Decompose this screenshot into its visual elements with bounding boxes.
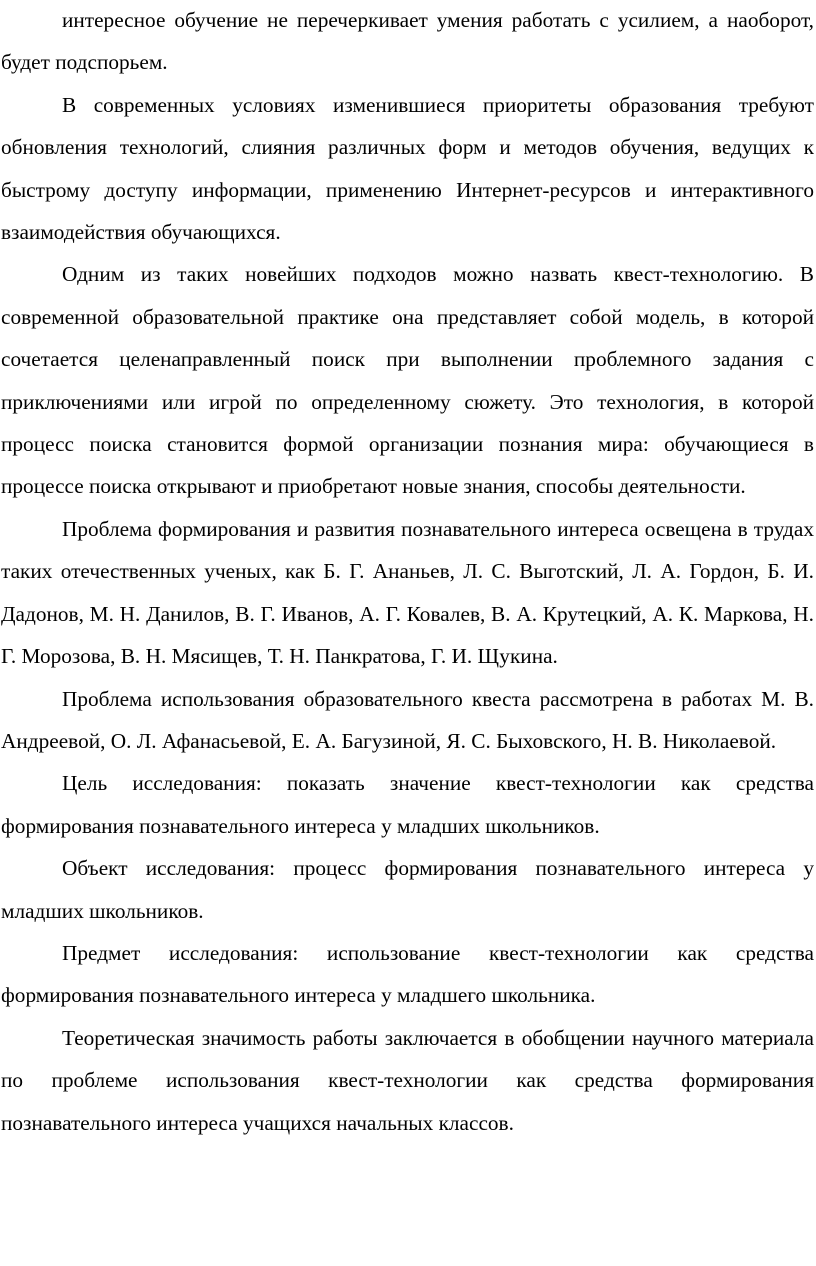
paragraph-interest-researchers: Проблема формирования и развития познавательного интереса освещена в трудах таких отечественных ученых, как Б. Г. Ананьев, Л. С. Выготский, Л. А. Гордон, Б. И. Дадонов, М. Н. Данилов, В. Г. Иванов, А. Г. Ковалев, В. А. Крутецкий, А. К. Маркова, Н. Г. Морозова, В. Н. Мясищев, Т. Н. Панкратова, Г. И. Щукина.: [1, 516, 814, 669]
paragraph-research-object: Объект исследования: процесс формирования познавательного интереса у младших школьников.: [1, 856, 814, 923]
paragraph-theoretical-significance: Теоретическая значимость работы заключается в обобщении научного материала по проблеме использования квест-технологии как средства формирования познавательного интереса учащихся начальных классов.: [1, 1025, 814, 1135]
paragraph-quest-technology: Одним из таких новейших подходов можно назвать квест-технологию. В современной образовательной практике она представляет собой модель, в которой сочетается целенаправленный поиск при выполнении проблемного задания с приключениями или игрой по определенному сюжету. Это технология, в которой процесс поиска становится формой организации познания мира: обучающиеся в процессе поиска открывают и приобретают новые знания, способы деятельности.: [1, 262, 814, 499]
paragraph-priorities: В современных условиях изменившиеся приоритеты образования требуют обновления технологий, слияния различных форм и методов обучения, ведущих к быстрому доступу информации, применению Интернет-ресурсов и интерактивного взаимодействия обучающихся.: [1, 92, 814, 245]
paragraph-quest-researchers: Проблема использования образовательного квеста рассмотрена в работах М. В. Андреевой, О. Л. Афанасьевой, Е. А. Багузиной, Я. С. Быховского, Н. В. Николаевой.: [1, 686, 814, 753]
paragraph-research-goal: Цель исследования: показать значение квест-технологии как средства формирования познавательного интереса у младших школьников.: [1, 771, 814, 838]
paragraph-research-subject: Предмет исследования: использование квест-технологии как средства формирования познавательного интереса у младшего школьника.: [1, 940, 814, 1008]
paragraph-continuation: интересное обучение не перечеркивает умения работать с усилием, а наоборот, будет подспорьем.: [1, 8, 814, 75]
